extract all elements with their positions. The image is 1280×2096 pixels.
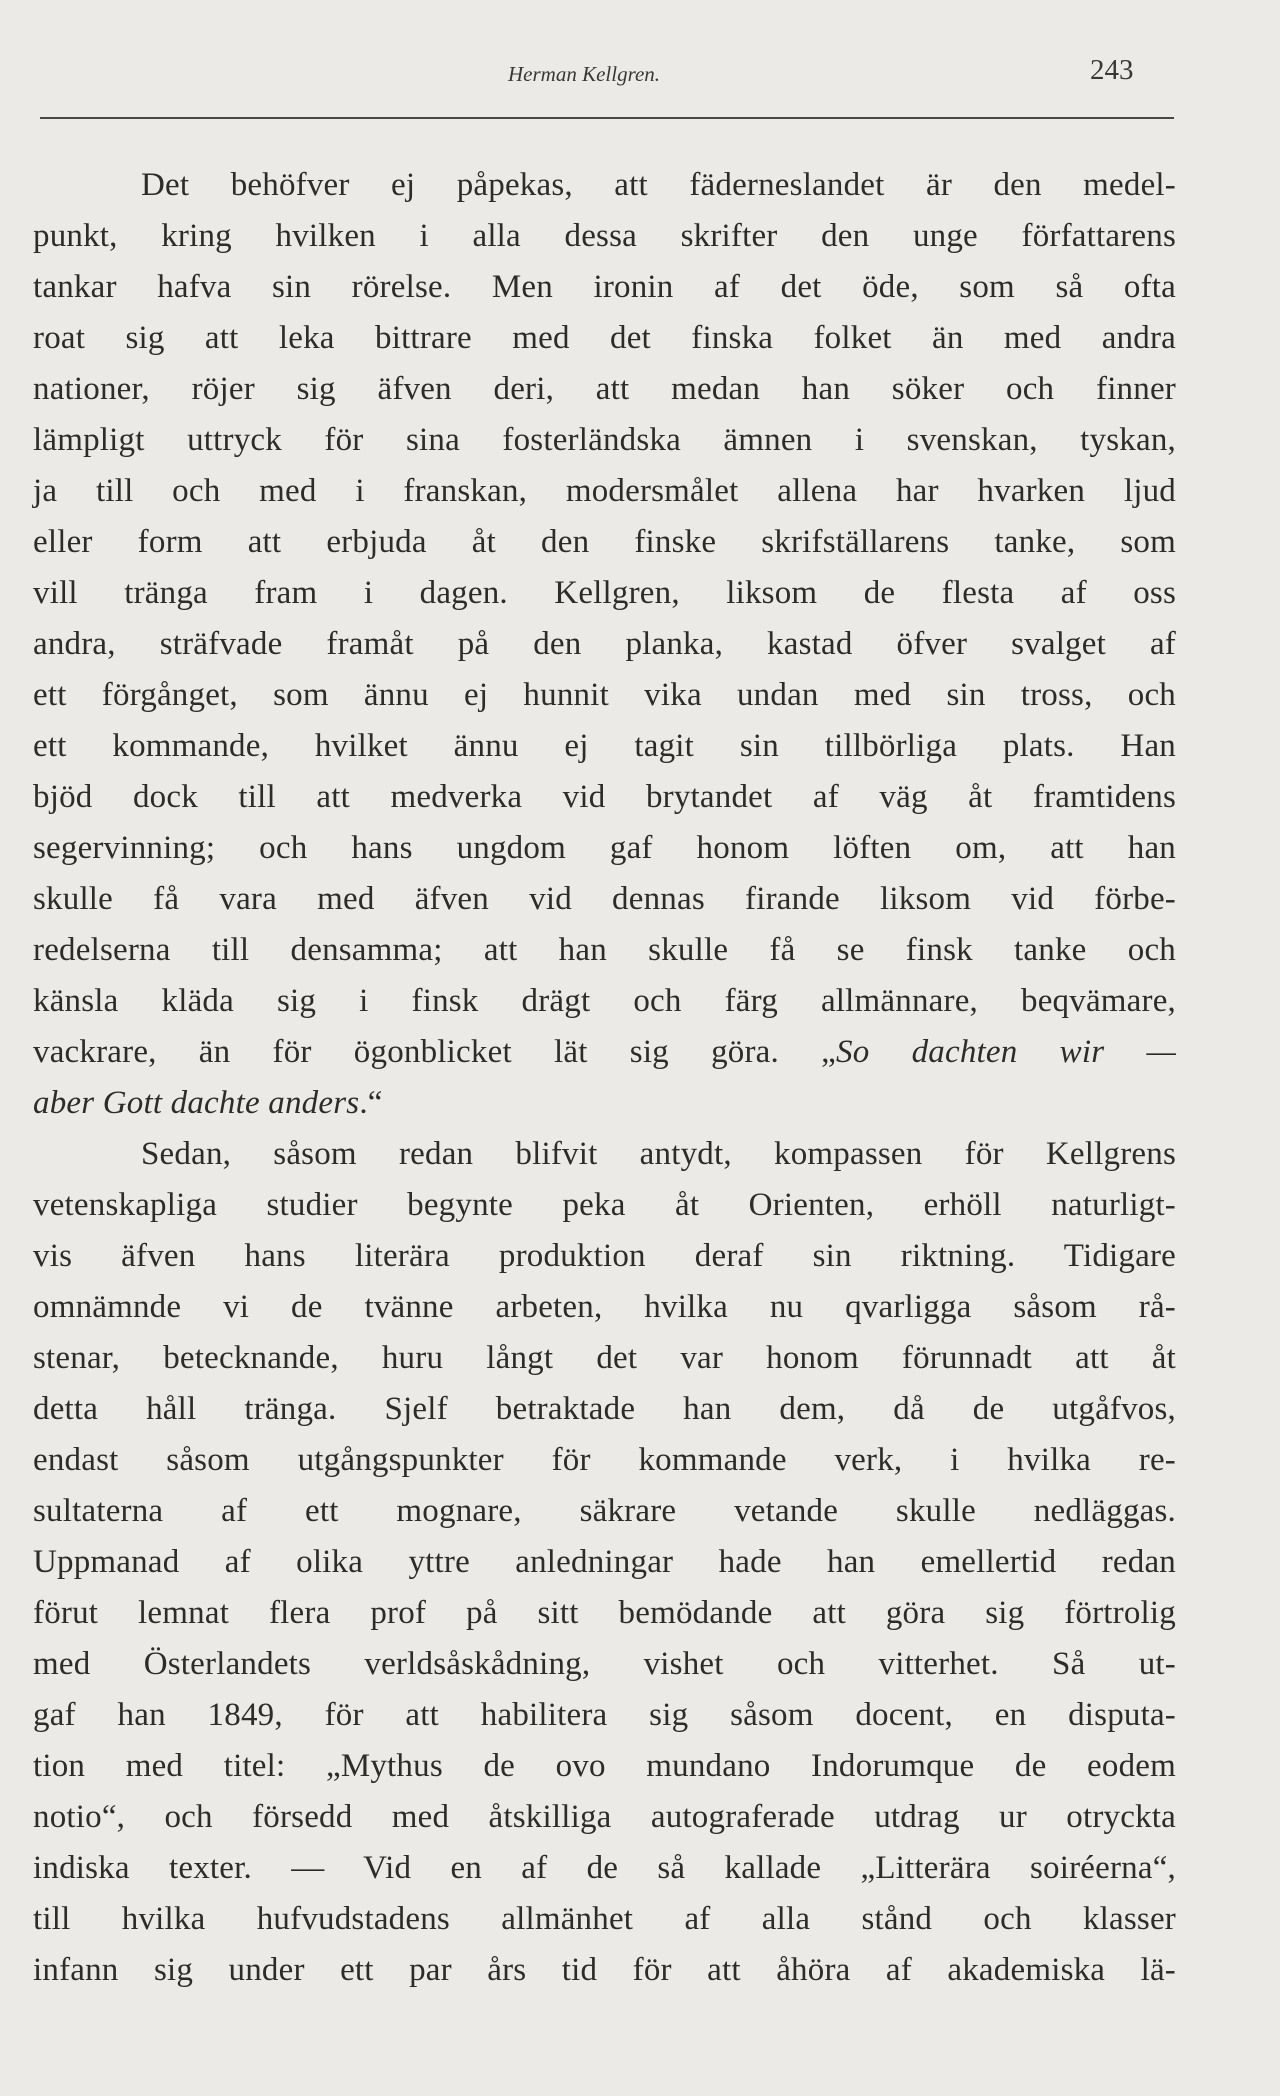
text-line	[33, 1078, 1176, 1129]
text-line: med Österlandets verldsåskådning, vishet och vitterhet. Så ut-	[33, 1646, 1176, 1682]
text-line: indiska texter. — Vid en af de så kallade „Litterära soiréerna“,	[33, 1850, 1176, 1886]
text-line: känsla kläda sig i finsk drägt och färg allmännare, beqvämare,	[33, 983, 1176, 1019]
text-line: Uppmanad af olika yttre anledningar hade han emellertid redan	[33, 1544, 1176, 1580]
text-line: ett förgånget, som ännu ej hunnit vika undan med sin tross, och	[33, 677, 1176, 713]
page-number: 243	[1090, 54, 1134, 86]
text-line: skulle få vara med äfven vid dennas firande liksom vid förbe-	[33, 881, 1176, 917]
text-line: sultaterna af ett mognare, säkrare vetande skulle nedläggas.	[33, 1493, 1176, 1529]
text-line: redelserna till densamma; att han skulle få se finsk tanke och	[33, 932, 1176, 968]
text-line: ja till och med i franskan, modersmålet allena har hvarken ljud	[33, 473, 1176, 509]
italic-quote: aber Gott dachte anders	[33, 1085, 360, 1121]
text-line: vis äfven hans literära produktion deraf sin riktning. Tidigare	[33, 1238, 1176, 1274]
text-line: Sedan, såsom redan blifvit antydt, kompassen för Kellgrens	[141, 1136, 1176, 1172]
text-line: detta håll tränga. Sjelf betraktade han dem, då de utgåfvos,	[33, 1391, 1176, 1427]
body-text	[33, 160, 1176, 1996]
text-line: bjöd dock till att medverka vid brytandet af väg åt framtidens	[33, 779, 1176, 815]
text-line: omnämnde vi de tvänne arbeten, hvilka nu qvarligga såsom rå-	[33, 1289, 1176, 1325]
running-header	[0, 52, 1280, 92]
text-run: .“	[359, 1085, 383, 1121]
text-run: vackrare, än för ögonblicket lät sig göra. „	[33, 1034, 836, 1070]
text-line: lämpligt uttryck för sina fosterländska ämnen i svenskan, tyskan,	[33, 422, 1176, 458]
text-line: tion med titel: „Mythus de ovo mundano Indorumque de eodem	[33, 1748, 1176, 1784]
text-line	[33, 1027, 1176, 1078]
text-line: andra, sträfvade framåt på den planka, kastad öfver svalget af	[33, 626, 1176, 662]
text-line: infann sig under ett par års tid för att åhöra af akademiska lä-	[33, 1952, 1176, 1988]
text-line: gaf han 1849, för att habilitera sig såsom docent, en disputa-	[33, 1697, 1176, 1733]
text-line: stenar, betecknande, huru långt det var honom förunnadt att åt	[33, 1340, 1176, 1376]
text-line: eller form att erbjuda åt den finske skrifställarens tanke, som	[33, 524, 1176, 560]
running-title: Herman Kellgren.	[508, 62, 661, 86]
text-line: vill tränga fram i dagen. Kellgren, liksom de flesta af oss	[33, 575, 1176, 611]
header-rule	[40, 117, 1174, 119]
text-line: segervinning; och hans ungdom gaf honom löften om, att han	[33, 830, 1176, 866]
text-line: endast såsom utgångspunkter för kommande verk, i hvilka re-	[33, 1442, 1176, 1478]
text-line: tankar hafva sin rörelse. Men ironin af det öde, som så ofta	[33, 269, 1176, 305]
italic-quote: So dachten wir —	[836, 1034, 1176, 1070]
text-line: nationer, röjer sig äfven deri, att medan han söker och finner	[33, 371, 1176, 407]
text-line: roat sig att leka bittrare med det finska folket än med andra	[33, 320, 1176, 356]
text-line: vetenskapliga studier begynte peka åt Orienten, erhöll naturligt-	[33, 1187, 1176, 1223]
text-line: förut lemnat flera prof på sitt bemödande att göra sig förtrolig	[33, 1595, 1176, 1631]
text-line: Det behöfver ej påpekas, att fäderneslandet är den medel-	[141, 167, 1176, 203]
text-line: notio“, och försedd med åtskilliga autograferade utdrag ur otryckta	[33, 1799, 1176, 1835]
text-line: till hvilka hufvudstadens allmänhet af alla stånd och klasser	[33, 1901, 1176, 1937]
text-line: punkt, kring hvilken i alla dessa skrifter den unge författarens	[33, 218, 1176, 254]
text-line: ett kommande, hvilket ännu ej tagit sin tillbörliga plats. Han	[33, 728, 1176, 764]
